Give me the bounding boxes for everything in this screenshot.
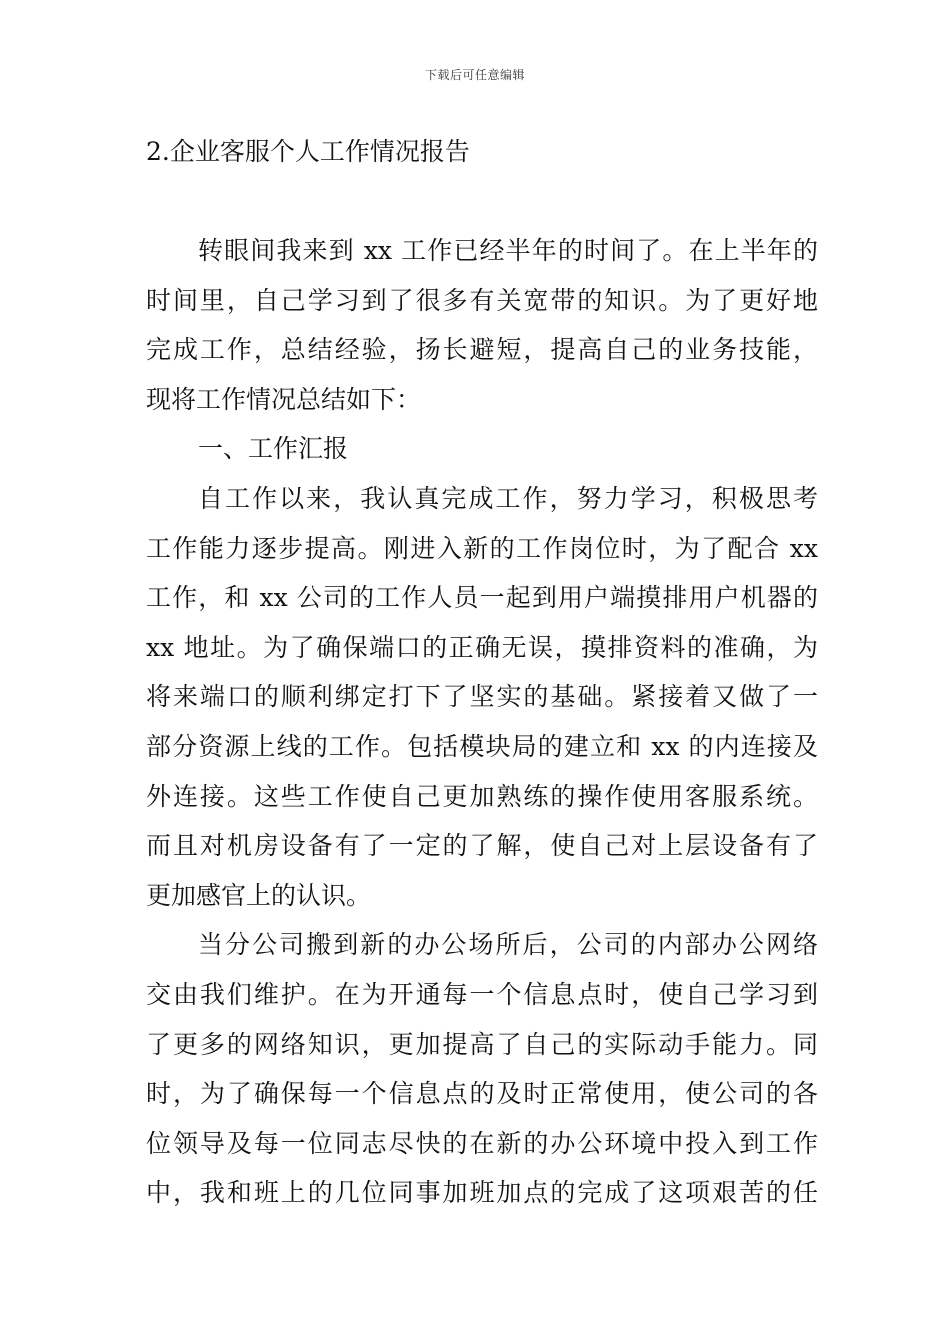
paragraph-line: 更加感官上的认识。 <box>146 880 372 910</box>
paragraph-line: 工作，和 xx 公司的工作人员一起到用户端摸排用户机器的 <box>146 583 818 613</box>
header-note: 下载后可任意编辑 <box>424 68 525 82</box>
paragraph-line: 中，我和班上的几位同事加班加点的完成了这项艰苦的任 <box>146 1178 818 1208</box>
paragraph-line: 当分公司搬到新的办公场所后，公司的内部办公网络 <box>198 930 818 960</box>
paragraph-line: 了更多的网络知识，更加提高了自己的实际动手能力。同 <box>146 1029 818 1059</box>
paragraph-line: 外连接。这些工作使自己更加熟练的操作使用客服系统。 <box>146 781 818 811</box>
paragraph-line: 工作能力逐步提高。刚进入新的工作岗位时，为了配合 xx <box>146 533 818 563</box>
paragraph-line: 时间里，自己学习到了很多有关宽带的知识。为了更好地 <box>146 285 818 315</box>
paragraph-line: 现将工作情况总结如下： <box>146 384 422 414</box>
paragraph-line: xx 地址。为了确保端口的正确无误，摸排资料的准确，为 <box>146 632 818 662</box>
paragraph-line: 部分资源上线的工作。包括模块局的建立和 xx 的内连接及 <box>146 731 818 761</box>
paragraph-line: 完成工作，总结经验，扬长避短，提高自己的业务技能， <box>146 335 818 365</box>
document-title: 2.企业客服个人工作情况报告 <box>146 137 470 166</box>
paragraph-line: 位领导及每一位同志尽快的在新的办公环境中投入到工作 <box>146 1128 818 1158</box>
paragraph-line: 交由我们维护。在为开通每一个信息点时，使自己学习到 <box>146 979 818 1009</box>
document-body <box>146 226 818 1218</box>
paragraph-line: 自工作以来，我认真完成工作，努力学习，积极思考 <box>198 483 818 513</box>
paragraph-line: 时，为了确保每一个信息点的及时正常使用，使公司的各 <box>146 1079 818 1109</box>
paragraph-line: 转眼间我来到 xx 工作已经半年的时间了。在上半年的 <box>198 236 818 265</box>
paragraph-line: 而且对机房设备有了一定的了解，使自己对上层设备有了 <box>146 831 818 861</box>
section-heading: 一、工作汇报 <box>198 434 349 464</box>
paragraph-line: 将来端口的顺利绑定打下了坚实的基础。紧接着又做了一 <box>146 682 818 712</box>
